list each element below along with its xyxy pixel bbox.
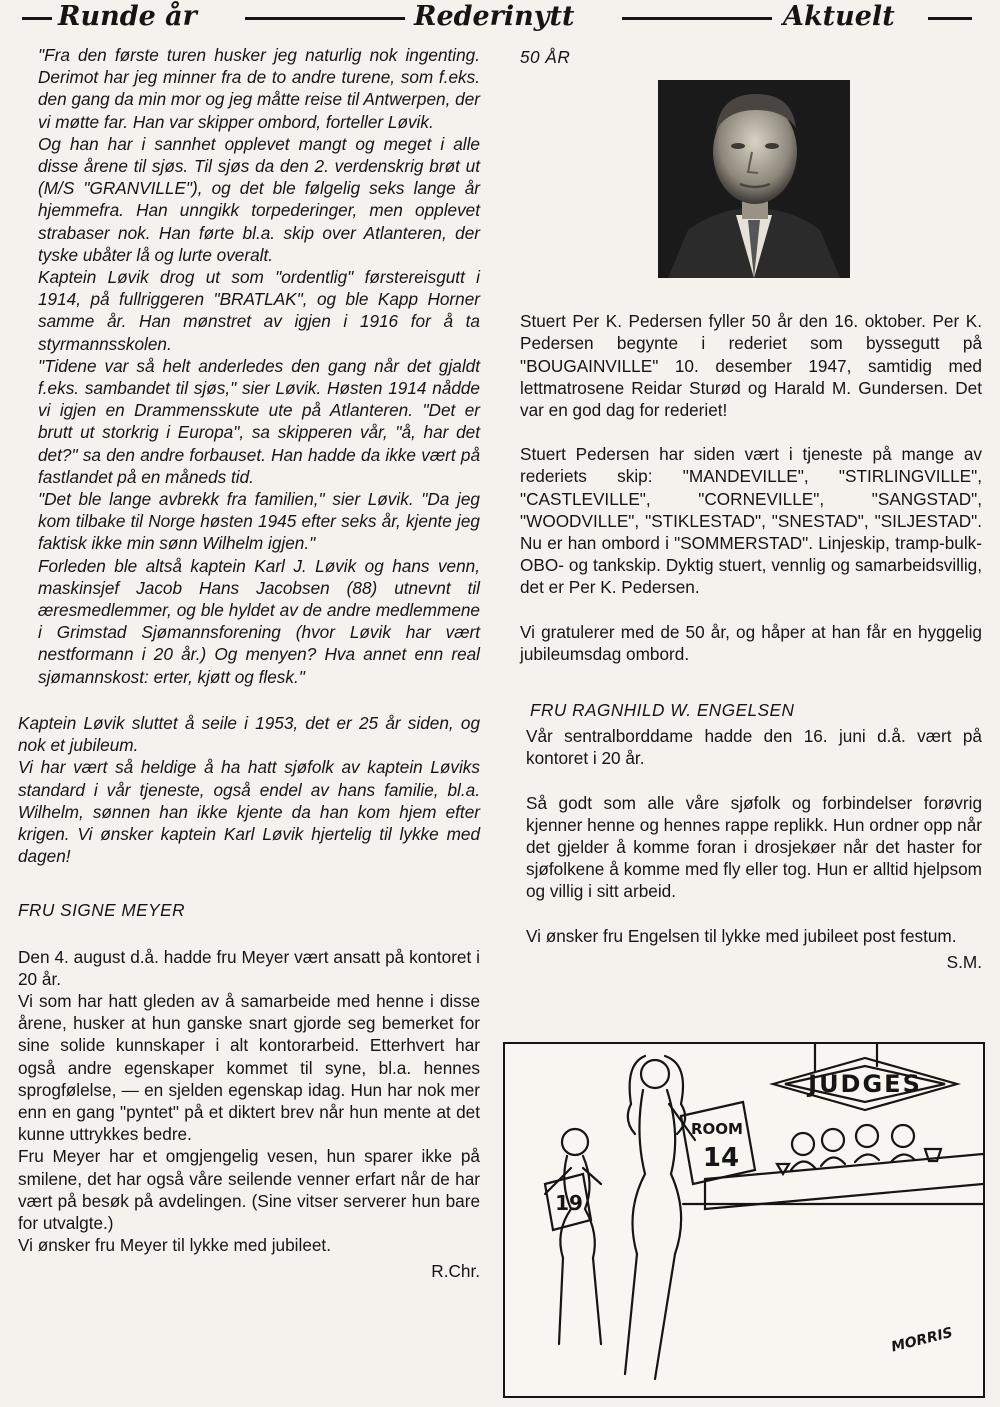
- pedersen-paragraph: Vi gratulerer med de 50 år, og håper at han får en hyggelig jubileumsdag ombord.: [520, 621, 982, 664]
- meyer-paragraph: Vi ønsker fru Meyer til lykke med jubileet.: [18, 1235, 331, 1256]
- engelsen-paragraph: Vi ønsker fru Engelsen til lykke med jubileet post festum.: [526, 925, 957, 946]
- engelsen-heading: FRU RAGNHILD W. ENGELSEN: [530, 700, 795, 721]
- header-rule: [245, 17, 405, 20]
- quote-paragraph: Og han har i sannhet opplevet mangt og meget i alle disse årene til sjøs. Til sjøs da den 2. verdenskrig brøt ut (M/S "GRANVILLE"), og det ble følgelig seks lange år hjemmefra. Han unngikk torpederinger, men opplevet strabaser nok. Han førte bl.a. skip over Atlanteren, der tyske ubåter lå og lurte overalt.: [38, 133, 480, 265]
- quote-paragraph: "Det ble lange avbrekk fra familien," sier Løvik. "Da jeg kom tilbake til Norge høsten 1945 efter seks år, kjente jeg faktisk ikke min sønn Wilhelm igjen.": [38, 489, 480, 554]
- pedersen-heading: 50 ÅR: [520, 47, 571, 67]
- meyer-paragraph: Den 4. august d.å. hadde fru Meyer vært ansatt på kontoret i 20 år.: [18, 946, 480, 989]
- meyer-paragraph: Fru Meyer har et omgjengelig vesen, hun sparer ikke på smilene, det har også våre seilende venner erfart når de har vært på besøk på avdelingen. (Sine vitser serverer hun bare for utvalgte.): [18, 1146, 480, 1233]
- artist-signature: MORRIS: [889, 1324, 955, 1356]
- card-room-label: ROOM: [691, 1120, 743, 1138]
- quote-paragraph: Forleden ble altså kaptein Karl J. Løvik og hans venn, maskinsjef Jacob Hans Jacobsen (88) utnevnt til æresmedlemmer, og ble hyldet av de andre medlemmene i Grimstad Sjømannsforening (hvor Løvik har vært nestformann i 20 år.) Og menyen? Hva annet enn real sjømannskost: erter, kjøtt og flesk.": [38, 555, 480, 687]
- header-center-title: Rederinytt: [410, 0, 578, 36]
- meyer-signature: R.Chr.: [431, 1261, 480, 1282]
- closing-paragraph: Vi har vært så heldige å ha hatt sjøfolk av kaptein Løviks standard i vår tjeneste, også endel av hans familie, bl.a. Wilhelm, sønnen han ikke kjente da han kom hjem efter krigen. Vi ønsker kaptein Karl Løvik hjertelig til lykke med dagen!: [18, 757, 480, 867]
- quote-paragraph: "Tidene var så helt anderledes den gang når det gjaldt f.eks. sambandet til sjøs," sier Løvik. Høsten 1914 nådde vi igjen en Drammensskute ute på Atlanteren. "Det er brutt ut storkrig i Europa", sa skipperen vår, "å, har det det?" sa den andre forbauset. Han hadde da ikke vært på fastlandet på en måneds tid.: [38, 355, 480, 487]
- engelsen-paragraph: Så godt som alle våre sjøfolk og forbindelser forøvrig kjenner henne og hennes rappe replikk. Hun ordner opp når det gjelder å komme foran i drosjekøer når det haster for sjøfolkene å komme med fly eller tog. Hun er alltid hjelpsom og villig i sitt arbeid.: [526, 792, 982, 902]
- engelsen-signature: S.M.: [946, 951, 982, 972]
- header-rule: [22, 17, 52, 20]
- meyer-heading: FRU SIGNE MEYER: [18, 900, 185, 921]
- pedersen-paragraph: Stuert Pedersen har siden vært i tjeneste på mange av rederiets skip: "MANDEVILLE", "STIRLINGVILLE", "CASTLEVILLE", "CORNEVILLE", "SANGSTAD", "WOODVILLE", "STIKLESTAD", "SNESTAD", "SILJESTAD". Nu er han ombord i "SOMMERSTAD". Linjeskip, tramp-bulk-OBO- og tankskip. Dyktig stuert, vennlig og samarbeidsvillig, det er Per K. Pedersen.: [520, 444, 982, 598]
- card-number: 19: [555, 1191, 583, 1215]
- header-rule: [622, 17, 772, 20]
- pedersen-paragraph: Stuert Per K. Pedersen fyller 50 år den 16. oktober. Per K. Pedersen begynte i rederiet som byssegutt på "BOUGAINVILLE" 10. desember 1947, samtidig med lettmatrosene Reidar Sturød og Harald M. Gundersen. Det var en god dag for rederiet!: [520, 311, 982, 421]
- left-column: [18, 44, 480, 1283]
- quote-paragraph: Kaptein Løvik drog ut som "ordentlig" førstereisgutt i 1914, på fullriggeren "BRATLAK", og ble Kapp Horner samme år. Han mønstret av igjen i 1916 for å ta styrmannsskolen.: [38, 267, 480, 354]
- page-header: [0, 0, 1000, 38]
- engelsen-paragraph: Vår sentralborddame hadde den 16. juni d.å. vært på kontoret i 20 år.: [526, 726, 982, 769]
- quote-paragraph: "Fra den første turen husker jeg naturlig nok ingenting. Derimot har jeg minner fra de to andre turene, som f.eks. den gang da min mor og jeg måtte reise til Antwerpen, der vi møtte far. Han var skipper ombord, forteller Løvik.: [38, 45, 480, 132]
- cartoon-illustration: [503, 1042, 985, 1398]
- engelsen-article: [520, 725, 982, 973]
- header-right-title: Aktuelt: [779, 0, 899, 36]
- portrait-photo: [658, 80, 850, 278]
- closing-paragraph: Kaptein Løvik sluttet å seile i 1953, det er 25 år siden, og nok et jubileum.: [18, 712, 480, 756]
- judges-sign-text: JUDGES: [808, 1070, 922, 1098]
- header-rule: [928, 17, 972, 20]
- card-room-number: 14: [702, 1143, 740, 1173]
- header-left-title: Runde år: [54, 0, 201, 36]
- meyer-article: [18, 946, 480, 1283]
- meyer-paragraph: Vi som har hatt gleden av å samarbeide med henne i disse årene, husker at hun ganske snart gjorde seg bemerket for sine solide kunnskaper i alt kontorarbeid. Etterhvert har også andre egenskaper kommet til syne, bl.a. hennes sprogfølelse, — en sjelden egenskap idag. Hun har nok mer enn en gang "pyntet" på et diktert brev når hun mente at det kunne uttrykkes bedre.: [18, 990, 480, 1145]
